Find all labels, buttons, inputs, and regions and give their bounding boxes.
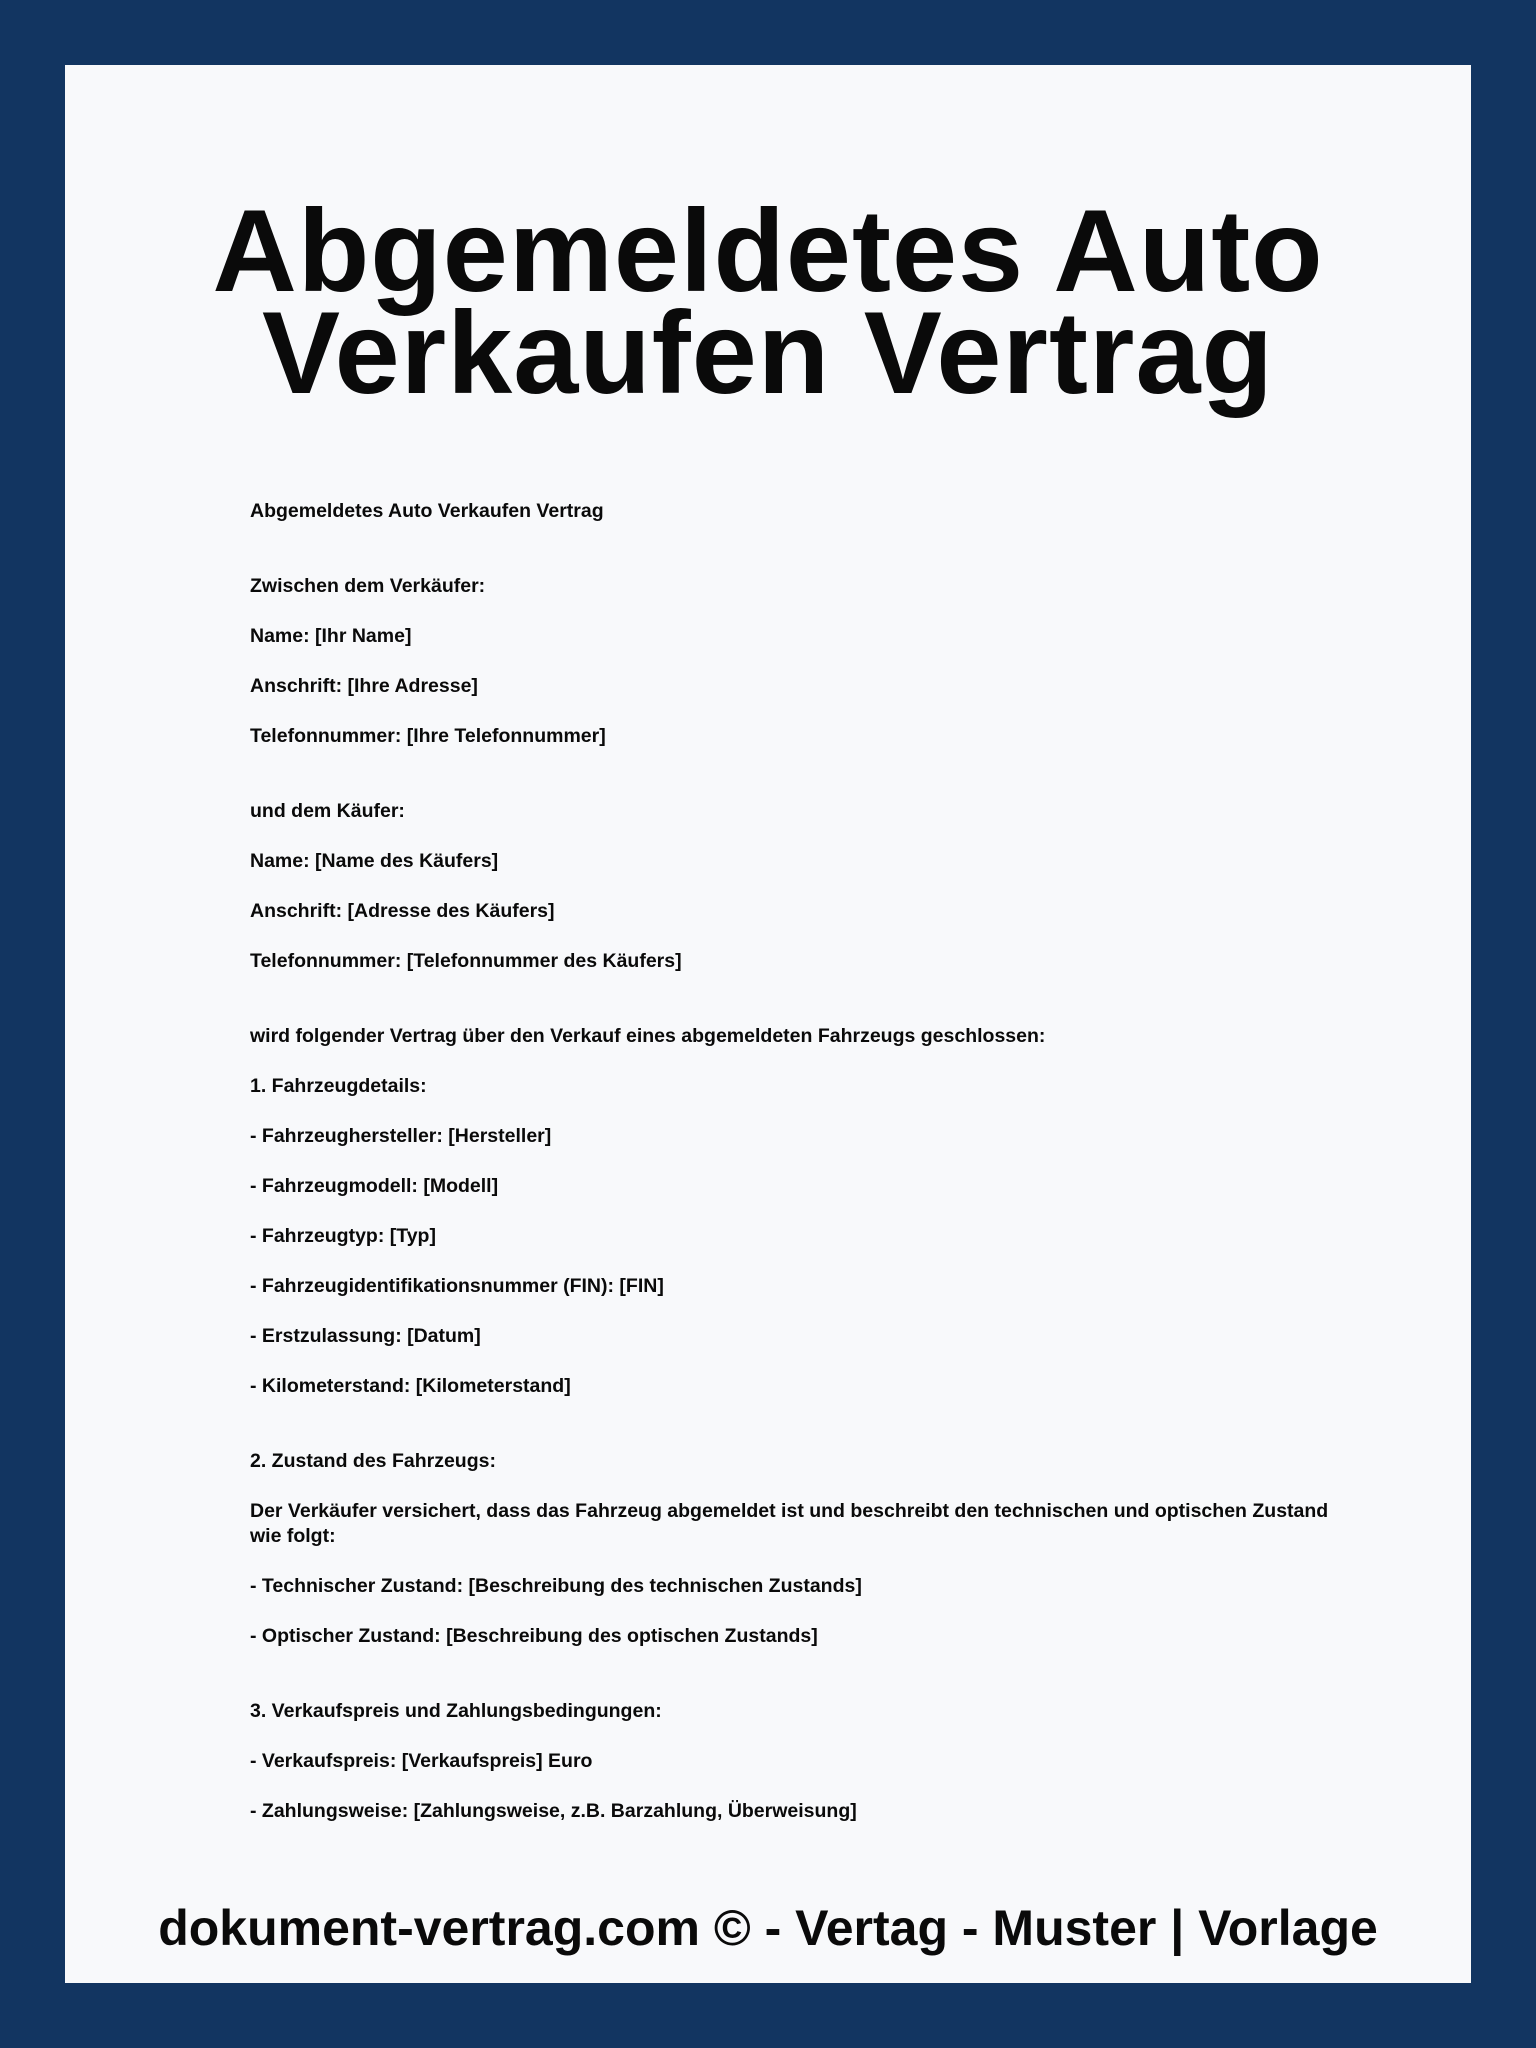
buyer-intro: und dem Käufer:: [250, 800, 405, 822]
vehicle-vin: - Fahrzeugidentifikationsnummer (FIN): [FIN]: [250, 1275, 664, 1297]
vehicle-manufacturer: - Fahrzeughersteller: [Hersteller]: [250, 1125, 552, 1147]
sale-price: - Verkaufspreis: [Verkaufspreis] Euro: [250, 1750, 593, 1772]
visual-condition: - Optischer Zustand: [Beschreibung des optischen Zustands]: [250, 1625, 818, 1647]
contract-intro: wird folgender Vertrag über den Verkauf eines abgemeldeten Fahrzeugs geschlossen:: [250, 1025, 1046, 1047]
payment-method: - Zahlungsweise: [Zahlungsweise, z.B. Barzahlung, Überweisung]: [250, 1800, 857, 1822]
footer-watermark: dokument-vertrag.com © - Vertag - Muster | Vorlage: [158, 1900, 1378, 1956]
section-2-heading: 2. Zustand des Fahrzeugs:: [250, 1450, 496, 1472]
condition-statement: Der Verkäufer versichert, dass das Fahrzeug abgemeldet ist und beschreibt den technischen und optischen Zustand wie folgt:: [250, 1500, 1329, 1547]
title-line-1: Abgemeldetes Auto: [212, 185, 1324, 316]
seller-address: Anschrift: [Ihre Adresse]: [250, 675, 478, 697]
vehicle-model: - Fahrzeugmodell: [Modell]: [250, 1175, 499, 1197]
vehicle-type: - Fahrzeugtyp: [Typ]: [250, 1225, 436, 1247]
vehicle-mileage: - Kilometerstand: [Kilometerstand]: [250, 1375, 571, 1397]
contract-heading: Abgemeldetes Auto Verkaufen Vertrag: [250, 500, 604, 522]
seller-intro: Zwischen dem Verkäufer:: [250, 575, 486, 597]
section-3-heading: 3. Verkaufspreis und Zahlungsbedingungen:: [250, 1700, 662, 1722]
buyer-phone: Telefonnummer: [Telefonnummer des Käufers]: [250, 950, 682, 972]
technical-condition: - Technischer Zustand: [Beschreibung des technischen Zustands]: [250, 1575, 862, 1597]
vehicle-first-registration: - Erstzulassung: [Datum]: [250, 1325, 481, 1347]
buyer-name: Name: [Name des Käufers]: [250, 850, 499, 872]
seller-name: Name: [Ihr Name]: [250, 625, 412, 647]
buyer-address: Anschrift: [Adresse des Käufers]: [250, 900, 555, 922]
document-title: [65, 185, 1471, 418]
document-page: [65, 65, 1471, 1983]
seller-phone: Telefonnummer: [Ihre Telefonnummer]: [250, 725, 606, 747]
contract-body: [250, 499, 1330, 1849]
section-1-heading: 1. Fahrzeugdetails:: [250, 1075, 427, 1097]
title-line-2: Verkaufen Vertrag: [261, 287, 1274, 418]
